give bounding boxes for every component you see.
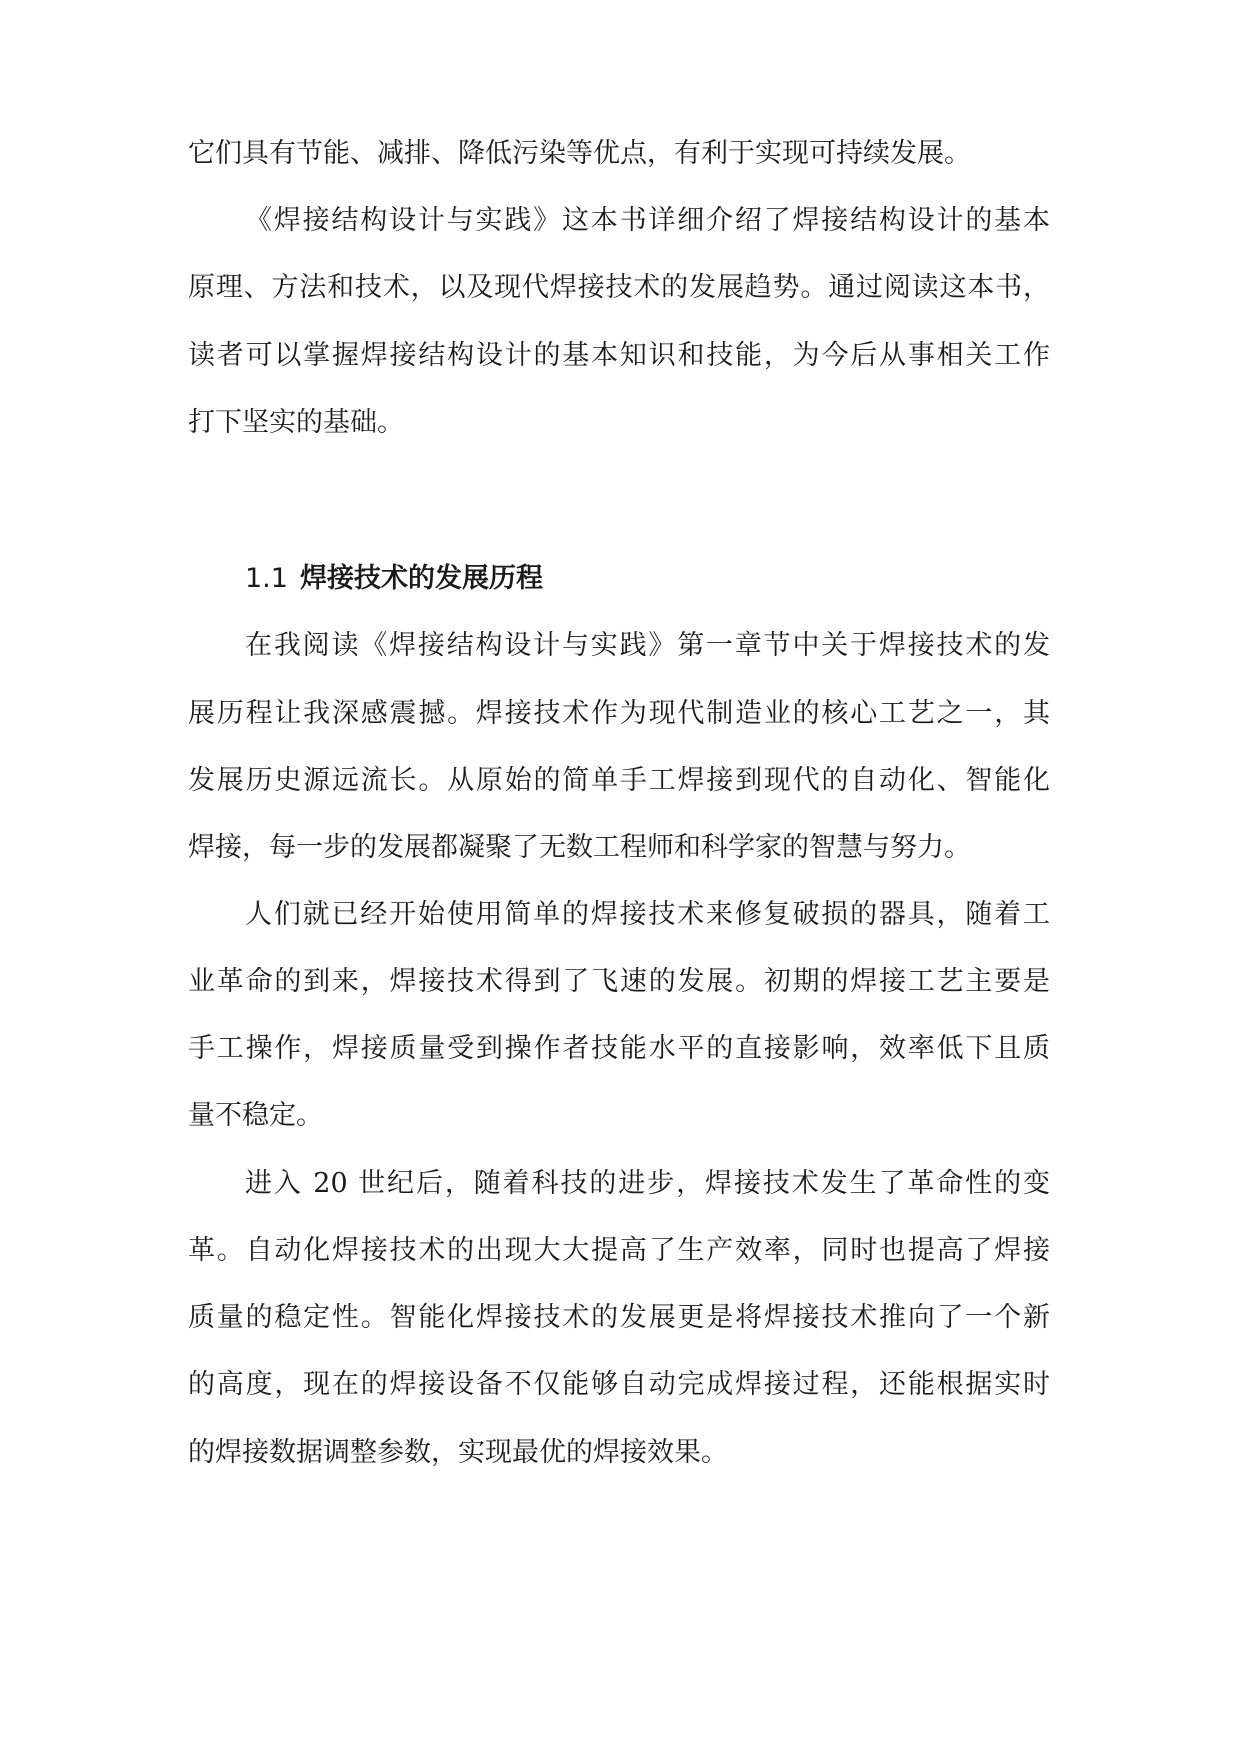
- paragraph-line: 革。自动化焊接技术的出现大大提高了生产效率，同时也提高了焊接: [188, 1235, 1050, 1266]
- section-heading: [245, 561, 543, 597]
- paragraph-line: 人们就已经开始使用简单的焊接技术来修复破损的器具，随着工: [245, 899, 1050, 930]
- paragraph-line: 原理、方法和技术，以及现代焊接技术的发展趋势。通过阅读这本书，: [188, 272, 1050, 303]
- paragraph-line: 发展历史源远流长。从原始的简单手工焊接到现代的自动化、智能化: [188, 765, 1050, 796]
- paragraph-line: 进入 20 世纪后，随着科技的进步，焊接技术发生了革命性的变: [245, 1168, 1050, 1199]
- section-title: 焊接技术的发展历程: [299, 563, 543, 594]
- paragraph-line: 的焊接数据调整参数，实现最优的焊接效果。: [188, 1437, 728, 1468]
- paragraph-line: 焊接，每一步的发展都凝聚了无数工程师和科学家的智慧与努力。: [188, 832, 971, 863]
- paragraph-line: 业革命的到来，焊接技术得到了飞速的发展。初期的焊接工艺主要是: [188, 966, 1050, 997]
- paragraph-line: 打下坚实的基础。: [188, 407, 404, 438]
- paragraph-line: 《焊接结构设计与实践》这本书详细介绍了焊接结构设计的基本: [245, 205, 1050, 236]
- paragraph-line: 展历程让我深感震撼。焊接技术作为现代制造业的核心工艺之一，其: [188, 698, 1050, 729]
- paragraph-line: 的高度，现在的焊接设备不仅能够自动完成焊接过程，还能根据实时: [188, 1369, 1050, 1400]
- paragraph-line: 它们具有节能、减排、降低污染等优点，有利于实现可持续发展。: [188, 138, 971, 169]
- paragraph-line: 手工操作，焊接质量受到操作者技能水平的直接影响，效率低下且质: [188, 1033, 1050, 1064]
- paragraph-line: 在我阅读《焊接结构设计与实践》第一章节中关于焊接技术的发: [245, 630, 1050, 661]
- paragraph-line: 量不稳定。: [188, 1100, 323, 1131]
- paragraph-line: 质量的稳定性。智能化焊接技术的发展更是将焊接技术推向了一个新: [188, 1302, 1050, 1333]
- section-number: 1.1: [245, 563, 288, 594]
- paragraph-line: 读者可以掌握焊接结构设计的基本知识和技能，为今后从事相关工作: [188, 340, 1050, 371]
